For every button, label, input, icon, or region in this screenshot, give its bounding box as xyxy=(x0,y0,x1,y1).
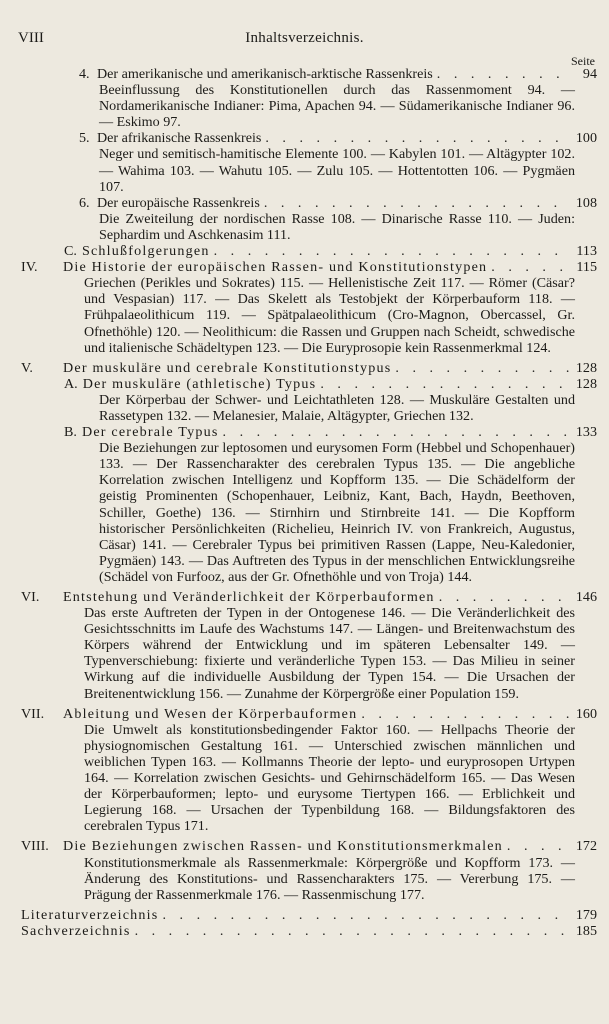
entry-title: Entstehung und Veränderlichkeit der Körperbauformen xyxy=(63,589,435,605)
entry-number: VII. xyxy=(21,705,45,722)
toc-entry xyxy=(0,838,597,902)
entry-number: 5. xyxy=(79,130,90,147)
dot-leader xyxy=(361,706,571,722)
dot-leader xyxy=(507,838,571,854)
entry-page: 128 xyxy=(575,359,597,376)
entry-number: C. xyxy=(64,243,77,260)
toc-entry xyxy=(0,66,597,130)
entry-title: Die Historie der europäischen Rassen- und Konstitutionstypen xyxy=(63,259,488,276)
entry-page: 160 xyxy=(575,705,597,722)
dot-leader xyxy=(439,589,571,605)
entry-page: 185 xyxy=(575,922,597,939)
entry-title: Der europäische Rassenkreis xyxy=(97,194,260,211)
entry-number: V. xyxy=(21,359,33,376)
toc-entry xyxy=(0,706,597,835)
dot-leader xyxy=(437,66,571,82)
toc-entry xyxy=(0,259,597,356)
toc-entry xyxy=(0,907,597,923)
toc-entry xyxy=(0,243,597,259)
entry-number: IV. xyxy=(21,259,38,276)
entry-title: Schlußfolgerungen xyxy=(81,243,210,260)
entry-title: Der afrikanische Rassenkreis xyxy=(97,130,262,147)
dot-leader xyxy=(135,923,571,939)
entry-page: 108 xyxy=(575,194,597,211)
entry-description: Die Zweiteilung der nordischen Rasse 108. — Dinarische Rasse 110. — Juden: Sephardim und Aschkenasim 111. xyxy=(99,210,575,243)
toc-entry xyxy=(0,424,597,585)
entry-description: Die Beziehungen zur leptosomen und eurysomen Form (Hebbel und Schopenhauer) 133. — Der Rassencharakter des cerebralen Typus 135. — Die angebliche Korrelation zwischen Intelligenz und Kopfform 135. — Die Schädelform der geistig Prominenten (Schopenhauer, Leibniz, Kant, Bach, Haydn, Beethoven, Schiller, Goethe) 136. — Stirnhirn und Stirnbreite 141. — Die Kopfform historischer Persönlichkeiten (Richelieu, Heinrich IV. von Frankreich, Augustus, Cäsar) 141. — Cerebraler Typus bei primitiven Rassen (Lappe, Neu-Kaledonier, Pygmäen) 143. — Das Auftreten des Typus in der menschlichen Entwicklungsreihe (Schädel von Furfooz, aus der Gr. Ofnethöhle und von Troja) 144. xyxy=(99,440,575,585)
entry-description: Der Körperbau der Schwer- und Leichtathleten 128. — Muskuläre Gestalten und Rassetypen 132. — Melanesier, Malaie, Altägypter, Griechen 132. xyxy=(99,391,575,424)
entry-page: 146 xyxy=(575,589,597,605)
toc-list xyxy=(0,66,609,939)
entry-title: Der amerikanische und amerikanisch-arktische Rassenkreis xyxy=(97,66,433,82)
page-number: VIII xyxy=(18,30,44,46)
dot-leader xyxy=(491,259,571,275)
entry-title: Literaturverzeichnis xyxy=(21,906,159,923)
dot-leader xyxy=(264,195,571,211)
dot-leader xyxy=(214,243,571,259)
entry-page: 179 xyxy=(575,906,597,923)
entry-description: Beeinflussung des Konstitutionellen durch das Rassenmoment 94. — Nordamerikanische Indianer: Pima, Apachen 94. — Südamerikanische Indianer 96. — Eskimo 97. xyxy=(99,82,575,131)
entry-page: 115 xyxy=(576,259,597,276)
entry-description: Das erste Auftreten der Typen in der Ontogenese 146. — Die Veränderlichkeit des Gesichtsschnitts im Laufe des Wachstums 147. — Längen- und Breitenwachstum des Körpers während der Entwicklung und im späteren Lebensalter 149. — Typenverschiebung: fixierte und veränderliche Typen 153. — Das Milieu in seiner Wirkung auf die individuelle Ausbildung der Typen 154. — Die Ursachen der Breitenentwicklung 156. — Zunahme der Körpergröße einer Population 159. xyxy=(84,605,575,702)
toc-entry xyxy=(0,195,597,243)
entry-number: A. xyxy=(64,375,78,392)
toc-entry xyxy=(0,923,597,939)
entry-description: Neger und semitisch-hamitische Elemente 100. — Kabylen 101. — Altägypter 102. — Wahima 103. — Wahutu 105. — Zulu 105. — Hottentotten 106. — Pygmäen 107. xyxy=(99,146,575,195)
entry-description: Die Umwelt als konstitutionsbedingender Faktor 160. — Hellpachs Theorie der physiognomischen Gestaltung 161. — Unterschied zwischen männlichen und weiblichen Typen 163. — Kollmanns Theorie der lepto- und euryprosopen Urtypen 164. — Korrelation zwischen Gesichts- und Gehirnschädelform 165. — Das Wesen der Körperbauformen; lepto- und eurysome Tiertypen 166. — Erblichkeit und Legierung 168. — Ursachen der Typenbildung 168. — Bildungsfaktoren des cerebralen Typus 171. xyxy=(84,721,575,835)
page-title: Inhaltsverzeichnis. xyxy=(245,30,364,46)
entry-number: VI. xyxy=(21,589,40,605)
entry-number: 6. xyxy=(79,194,90,211)
dot-leader xyxy=(395,360,571,376)
entry-title: Sachverzeichnis xyxy=(21,922,131,939)
dot-leader xyxy=(162,907,571,923)
entry-page: 113 xyxy=(576,243,597,260)
dot-leader xyxy=(223,424,571,440)
dot-leader xyxy=(265,130,571,146)
entry-title: Ableitung und Wesen der Körperbauformen xyxy=(63,705,358,722)
entry-number: B. xyxy=(64,424,77,441)
entry-number: VIII. xyxy=(21,838,49,855)
entry-page: 172 xyxy=(575,838,597,855)
entry-page: 133 xyxy=(575,424,597,441)
entry-page: 128 xyxy=(575,375,597,392)
seite-label: Seite xyxy=(571,54,595,68)
entry-title: Die Beziehungen zwischen Rassen- und Konstitutionsmerkmalen xyxy=(63,838,503,855)
toc-entry xyxy=(0,376,597,424)
entry-title: Der muskuläre und cerebrale Konstitutionstypus xyxy=(63,359,392,376)
entry-page: 94 xyxy=(582,66,597,82)
entry-page: 100 xyxy=(575,130,597,147)
entry-description: Konstitutionsmerkmale als Rassenmerkmale: Körpergröße und Kopfform 173. — Änderung des Konstitutions- und Rassencharakters 175. — Vererbung 175. — Prägung der Rassenmerkmale 176. — Rassenmischung 177. xyxy=(84,854,575,903)
entry-number: 4. xyxy=(79,66,90,82)
dot-leader xyxy=(320,376,571,392)
toc-entry xyxy=(0,130,597,194)
entry-title: Der muskuläre (athletische) Typus xyxy=(82,375,317,392)
toc-entry xyxy=(0,360,597,376)
toc-entry xyxy=(0,589,597,702)
entry-description: Griechen (Perikles und Sokrates) 115. — Hellenistische Zeit 117. — Römer (Cäsar? und Vespasian) 117. — Das Skelett als Testobjekt der Körperbauform 118. — Frühpalaeolithicum 119. — Spätpalaeolithicum (Cro-Magnon, Obercassel, Gr. Ofnethöhle) 120. — Neolithicum: die Rassen und Gruppen nach Scheidt, schwedische und italienische Schädeltypen 123. — Die Euryprosopie kein Rassenmerkmal 124. xyxy=(84,275,575,356)
entry-title: Der cerebrale Typus xyxy=(81,424,219,441)
